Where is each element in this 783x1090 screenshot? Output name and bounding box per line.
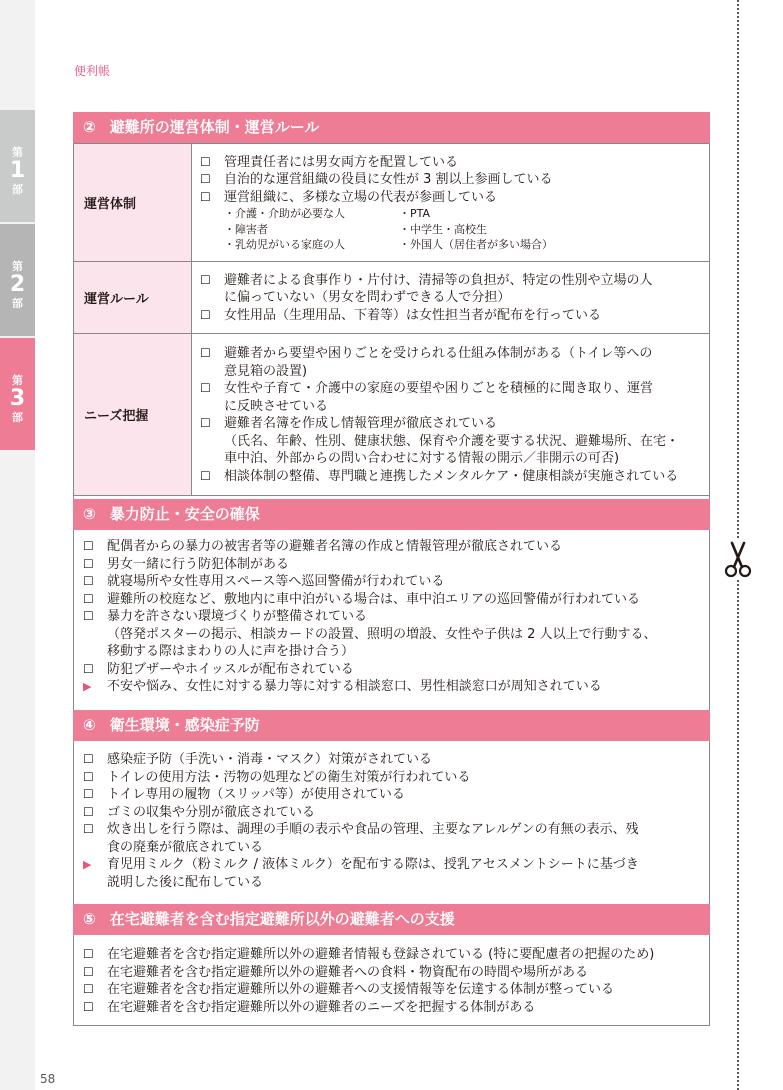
checklist-item[interactable]	[83, 538, 703, 556]
checkbox-icon[interactable]: ☐	[83, 539, 94, 553]
item-text: 女性用品（生理用品、下着等）は女性担当者が配布を行っている	[224, 307, 602, 323]
checkbox-icon[interactable]: ☐	[83, 964, 94, 979]
page-number: 58	[40, 1072, 56, 1086]
tab-suffix: 部	[12, 183, 23, 196]
tab-prefix: 第	[12, 146, 23, 159]
table-row	[74, 334, 710, 496]
item-text: 避難者名簿を作成し情報管理が徹底されている	[224, 416, 498, 431]
checkbox-icon[interactable]: ☐	[83, 769, 94, 784]
checkbox-icon[interactable]: ☐	[83, 591, 94, 606]
checkbox-icon[interactable]: ☐	[83, 999, 94, 1014]
sub-item: ・PTA	[399, 207, 431, 220]
checkbox-icon[interactable]: ☐	[83, 752, 94, 766]
item-text: 配偶者からの暴力の被害者等の避難者名簿の作成と情報管理が徹底されている	[107, 539, 563, 554]
checklist-item[interactable]	[200, 171, 701, 189]
item-text-continued: （氏名、年齢、性別、健康状態、保育や介護を要する状況、避難場所、在宅・	[224, 433, 680, 449]
sub-item: ・乳幼児がいる家庭の人	[224, 238, 345, 251]
checkbox-icon[interactable]: ☐	[200, 381, 211, 395]
arrow-icon: ▶	[83, 680, 92, 693]
row-label: 運営ルール	[74, 262, 192, 334]
item-text: 運営組織に、多様な立場の代表が参画している	[224, 189, 498, 205]
part-3-tab[interactable]	[0, 338, 35, 450]
checkbox-icon[interactable]: ☐	[200, 416, 211, 430]
operations-table	[73, 143, 710, 496]
checkbox-icon[interactable]: ☐	[83, 609, 94, 623]
sub-item: ・中学生・高校生	[399, 222, 487, 236]
item-text: 暴力を許さない環境づくりが整備されている	[107, 609, 368, 624]
tab-number: 1	[9, 158, 26, 183]
scissors-icon	[722, 540, 754, 580]
checklist-item[interactable]	[83, 964, 703, 982]
notice-item	[83, 678, 703, 696]
checklist-item[interactable]	[83, 999, 703, 1017]
item-text: 女性や子育て・介護中の家庭の要望や困りごとを積極的に聞き取り、運営	[224, 381, 654, 396]
table-row	[74, 262, 710, 334]
tab-suffix: 部	[12, 297, 23, 310]
section-3-list	[83, 538, 703, 696]
section-title: 在宅避難者を含む指定避難所以外の避難者への支援	[109, 910, 455, 928]
item-text: 育児用ミルク（粉ミルク / 液体ミルク）を配布する際は、授乳アセスメントシートに基づき	[107, 857, 639, 872]
checkbox-icon[interactable]: ☐	[200, 189, 211, 204]
section-5-header	[73, 904, 710, 935]
checklist-item[interactable]	[83, 946, 703, 964]
item-text: 在宅避難者を含む指定避難所以外の避難者のニーズを把握する体制がある	[107, 999, 536, 1015]
checkbox-icon[interactable]: ☐	[200, 468, 211, 483]
arrow-icon: ▶	[83, 858, 92, 871]
item-text-continued: に反映させている	[224, 398, 329, 414]
item-text-continued: 移動する際はまわりの人に声を掛け合う）	[107, 644, 355, 659]
checklist-item[interactable]	[83, 661, 703, 679]
checkbox-icon[interactable]: ☐	[200, 272, 211, 287]
notice-item	[83, 856, 703, 874]
tab-suffix: 部	[12, 411, 23, 424]
item-text: 不安や悩み、女性に対する暴力等に対する相談窓口、男性相談窓口が周知されている	[107, 679, 602, 694]
checkbox-icon[interactable]: ☐	[83, 804, 94, 819]
item-text-continued: 説明した後に配布している	[107, 874, 264, 890]
section-number: ⑤	[83, 910, 96, 928]
checklist-item[interactable]	[200, 307, 701, 325]
checklist-item[interactable]	[200, 189, 701, 207]
checkbox-icon[interactable]: ☐	[83, 947, 94, 961]
item-text: トイレ専用の履物（スリッパ等）が使用されている	[107, 787, 405, 802]
checkbox-icon[interactable]: ☐	[83, 982, 94, 996]
item-text: 男女一緒に行う防犯体制がある	[107, 556, 290, 572]
sub-item: ・外国人（居住者が多い場合）	[399, 238, 553, 251]
checkbox-icon[interactable]: ☐	[200, 154, 211, 169]
tab-prefix: 第	[12, 374, 23, 387]
section-title: 衛生環境・感染症予防	[109, 716, 260, 734]
section-5-list	[83, 946, 703, 1016]
checklist-item[interactable]	[83, 591, 703, 609]
item-text: トイレの使用方法・汚物の処理などの衛生対策が行われている	[107, 769, 471, 785]
checklist-item[interactable]	[83, 573, 703, 591]
item-text: 相談体制の整備、専門職と連携したメンタルケア・健康相談が実施されている	[224, 468, 679, 484]
row-label: ニーズ把握	[74, 334, 192, 496]
item-text: 自治的な運営組織の役員に女性が 3 割以上参画している	[224, 172, 553, 187]
tab-number: 3	[9, 386, 26, 411]
row-content	[192, 144, 710, 262]
part-2-tab[interactable]	[0, 224, 35, 336]
checklist-item[interactable]	[83, 751, 703, 769]
item-text: 管理責任者には男女両方を配置している	[224, 154, 459, 170]
item-text-continued: （啓発ポスターの掲示、相談カードの設置、照明の増設、女性や子供は 2 人以上で行動する、	[107, 626, 657, 642]
checklist-item[interactable]	[200, 345, 701, 363]
section-2-header	[73, 112, 710, 143]
checklist-item[interactable]	[83, 786, 703, 804]
checkbox-icon[interactable]: ☐	[200, 307, 211, 322]
tab-number: 2	[9, 272, 26, 297]
table-row	[74, 144, 710, 262]
tab-prefix: 第	[12, 260, 23, 273]
section-title: 暴力防止・安全の確保	[109, 505, 260, 523]
item-text: 在宅避難者を含む指定避難所以外の避難者への支援情報等を伝達する体制が整っている	[107, 982, 615, 997]
section-3-header	[73, 499, 710, 530]
checklist-item[interactable]	[200, 272, 701, 290]
checklist-item[interactable]	[83, 608, 703, 626]
section-number: ④	[83, 716, 96, 734]
item-text-continued: に偏っていない（男女を問わずできる人で分担）	[224, 290, 511, 306]
item-text: 避難所の校庭など、敷地内に車中泊がいる場合は、車中泊エリアの巡回警備が行われている	[107, 591, 641, 607]
representative-list	[200, 206, 701, 253]
section-title: 避難所の運営体制・運営ルール	[109, 118, 320, 136]
checkbox-icon[interactable]: ☐	[200, 172, 211, 186]
checkbox-icon[interactable]: ☐	[83, 787, 94, 801]
section-number: ③	[83, 505, 96, 523]
checklist-item[interactable]	[83, 769, 703, 787]
checkbox-icon[interactable]: ☐	[200, 346, 211, 360]
sub-item: ・介護・介助が必要な人	[224, 207, 345, 220]
checklist-item[interactable]	[83, 981, 703, 999]
checklist-item[interactable]	[200, 468, 701, 486]
checklist-item[interactable]	[200, 380, 701, 398]
row-content	[192, 262, 710, 334]
checklist-item[interactable]	[83, 804, 703, 822]
header-label: 便利帳	[74, 64, 111, 78]
section-4-list	[83, 751, 703, 891]
item-text: 在宅避難者を含む指定避難所以外の避難者への食料・物資配布の時間や場所がある	[107, 964, 589, 980]
section-4-header	[73, 710, 710, 741]
item-text: 就寝場所や女性専用スペース等へ巡回警備が行われている	[107, 574, 445, 589]
checklist-item[interactable]	[83, 821, 703, 839]
section-number: ②	[83, 118, 96, 136]
checklist-item[interactable]	[83, 556, 703, 574]
item-text-continued: 車中泊、外部からの問い合わせに対する情報の開示／非開示の可否)	[224, 451, 620, 466]
item-text: ゴミの収集や分別が徹底されている	[107, 804, 316, 820]
item-text: 防犯ブザーやホイッスルが配布されている	[107, 661, 354, 677]
sub-item: ・障害者	[224, 222, 268, 236]
checkbox-icon[interactable]: ☐	[83, 661, 94, 676]
checklist-item[interactable]	[200, 415, 701, 433]
part-1-tab[interactable]	[0, 110, 35, 222]
checklist-item[interactable]	[200, 154, 701, 172]
item-text: 炊き出しを行う際は、調理の手順の表示や食品の管理、主要なアレルゲンの有無の表示、残	[107, 822, 639, 837]
row-label: 運営体制	[74, 144, 192, 262]
row-content	[192, 334, 710, 496]
checkbox-icon[interactable]: ☐	[83, 556, 94, 571]
item-text: 在宅避難者を含む指定避難所以外の避難者情報も登録されている (特に要配慮者の把握のため)	[107, 947, 655, 962]
item-text: 感染症予防（手洗い・消毒・マスク）対策がされている	[107, 752, 433, 767]
item-text: 避難者から要望や困りごとを受けられる仕組み体制がある（トイレ等への	[224, 346, 653, 361]
checkbox-icon[interactable]: ☐	[83, 574, 94, 588]
item-text-continued: 食の廃棄が徹底されている	[107, 839, 264, 855]
checkbox-icon[interactable]: ☐	[83, 822, 94, 836]
item-text-continued: 意見箱の設置)	[224, 363, 308, 379]
item-text: 避難者による食事作り・片付け、清掃等の負担が、特定の性別や立場の人	[224, 272, 653, 288]
